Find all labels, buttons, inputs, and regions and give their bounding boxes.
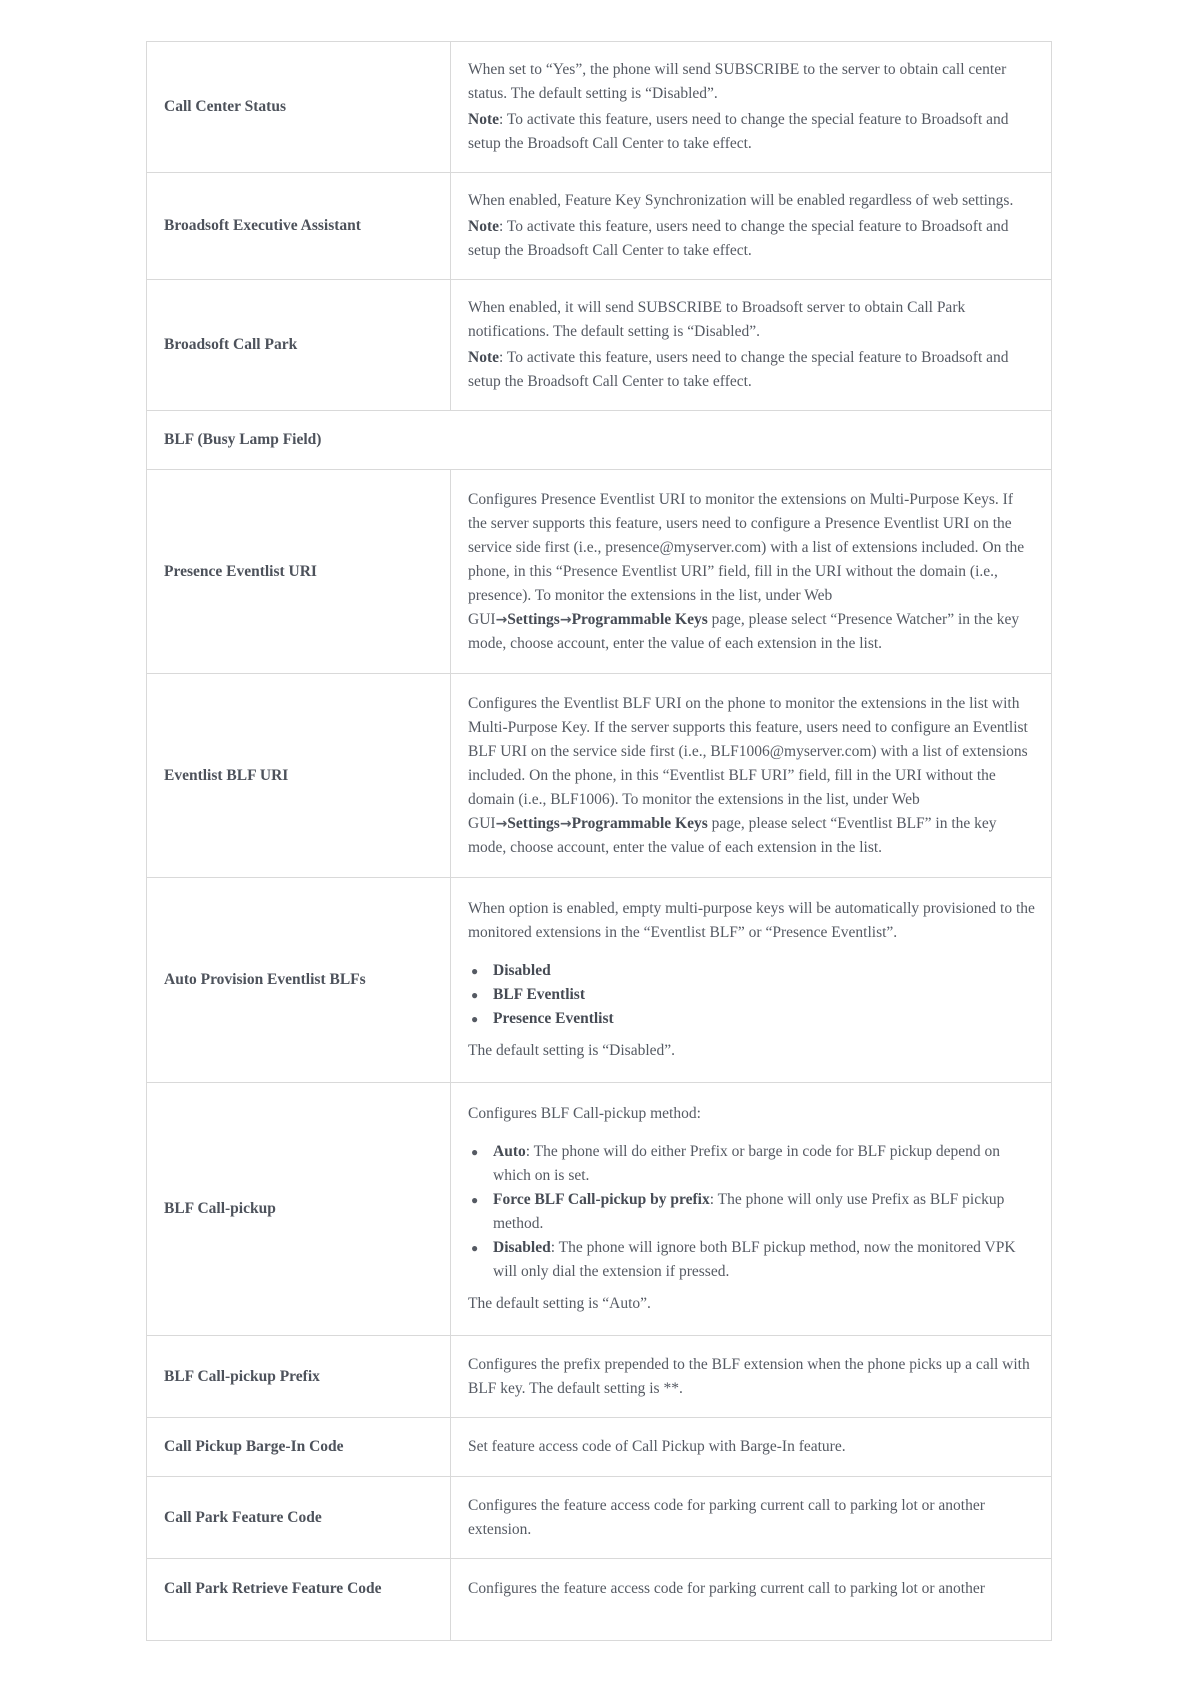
setting-description [451,1336,1052,1418]
arrow-right-icon: → [495,611,508,628]
option-label: Auto [493,1143,526,1160]
option-text: : The phone will only use Prefix as BLF pickup method. [493,1191,1005,1232]
description-text [468,488,1035,656]
setting-name: Presence Eventlist URI [147,470,451,674]
description-text: Configures BLF Call-pickup method: [468,1105,701,1122]
note-paragraph [468,215,1035,263]
table-row [147,42,1052,173]
option-label: BLF Eventlist [493,986,586,1003]
option-label: Disabled [493,962,551,979]
table-row [147,674,1052,878]
setting-name: Call Center Status [147,42,451,173]
setting-description [451,1477,1052,1559]
setting-description [451,280,1052,411]
setting-description [451,878,1052,1083]
setting-description [451,42,1052,173]
description-tail: page, please select “Presence Watcher” in the key mode, choose account, enter the value of each extension in the list. [468,610,1020,652]
setting-name: Call Park Feature Code [147,1477,451,1559]
menu-path-programmable-keys: Programmable Keys [571,610,708,628]
arrow-right-icon: → [559,611,572,628]
setting-name: Call Park Retrieve Feature Code [147,1559,451,1641]
settings-page [146,41,1052,1641]
table-row [147,1559,1052,1641]
setting-name: Eventlist BLF URI [147,674,451,878]
table-row [147,1418,1052,1477]
options-list [468,959,1035,1031]
setting-description [451,470,1052,674]
description-text: When option is enabled, empty multi-purpose keys will be automatically provisioned to the monitored extensions in the “Eventlist BLF” or “Presence Eventlist”. [468,900,1035,941]
menu-path-settings: Settings [507,814,560,832]
table-row [147,1336,1052,1418]
setting-name: Auto Provision Eventlist BLFs [147,878,451,1083]
description-lead: Configures Presence Eventlist URI to monitor the extensions on Multi-Purpose Keys. If the server supports this feature, users need to configure a Presence Eventlist URI on the service side first (i.e., presence@myserver.com) with a list of extensions included. On the phone, in this “Presence Eventlist URI” field, fill in the URI without the domain (i.e., presence). To monitor the extensions in the list, under Web GUI [468,490,1025,628]
list-item [468,1007,1035,1031]
option-text: : The phone will do either Prefix or barge in code for BLF pickup depend on which on is set. [493,1143,1000,1184]
description-text: Configures the feature access code for parking current call to parking lot or another extension. [468,1496,985,1538]
option-label: Presence Eventlist [493,1010,614,1027]
note-label: Note [468,111,499,128]
setting-description [451,1418,1052,1477]
table-row [147,1477,1052,1559]
default-text: The default setting is “Auto”. [468,1295,651,1312]
description-text: Set feature access code of Call Pickup with Barge-In feature. [468,1438,846,1455]
description-tail: page, please select “Eventlist BLF” in the key mode, choose account, enter the value of each extension in the list. [468,814,997,856]
description-lead: Configures the Eventlist BLF URI on the phone to monitor the extensions in the list with Multi-Purpose Key. If the server supports this feature, users need to configure an Eventlist BLF URI on the service side first (i.e., BLF1006@myserver.com) with a list of extensions included. On the phone, in this “Eventlist BLF URI” field, fill in the URI without the domain (i.e., BLF1006). To monitor the extensions in the list, under Web GUI [468,694,1028,832]
list-item [468,1140,1035,1188]
list-item [468,1236,1035,1284]
description-text: When enabled, Feature Key Synchronization will be enabled regardless of web settings. [468,192,1014,209]
table-row [147,173,1052,280]
settings-table [146,41,1052,1641]
setting-description [451,1083,1052,1336]
option-text: : The phone will ignore both BLF pickup method, now the monitored VPK will only dial the extension if pressed. [493,1239,1016,1280]
note-paragraph [468,108,1035,156]
note-label: Note [468,218,499,235]
menu-path-programmable-keys: Programmable Keys [571,814,708,832]
note-text: : To activate this feature, users need to change the special feature to Broadsoft and setup the Broadsoft Call Center to take effect. [468,218,1009,259]
note-label: Note [468,349,499,366]
table-row [147,280,1052,411]
table-row [147,878,1052,1083]
note-text: : To activate this feature, users need to change the special feature to Broadsoft and setup the Broadsoft Call Center to take effect. [468,111,1009,152]
options-list [468,1140,1035,1284]
setting-name: Broadsoft Call Park [147,280,451,411]
setting-description [451,674,1052,878]
description-text: When enabled, it will send SUBSCRIBE to Broadsoft server to obtain Call Park notifications. The default setting is “Disabled”. [468,299,966,340]
table-row [147,470,1052,674]
setting-name: BLF Call-pickup Prefix [147,1336,451,1418]
menu-path-settings: Settings [507,610,560,628]
description-text: Configures the prefix prepended to the BLF extension when the phone picks up a call with BLF key. The default setting is **. [468,1355,1030,1397]
option-label: Force BLF Call-pickup by prefix [493,1191,710,1208]
list-item [468,1188,1035,1236]
description-text: When set to “Yes”, the phone will send SUBSCRIBE to the server to obtain call center status. The default setting is “Disabled”. [468,61,1007,102]
description-text: Configures the feature access code for parking current call to parking lot or another [468,1580,985,1597]
list-item [468,983,1035,1007]
setting-name: Broadsoft Executive Assistant [147,173,451,280]
section-row [147,411,1052,470]
note-text: : To activate this feature, users need to change the special feature to Broadsoft and setup the Broadsoft Call Center to take effect. [468,349,1009,390]
list-item [468,959,1035,983]
arrow-right-icon: → [495,815,508,832]
option-label: Disabled [493,1239,551,1256]
table-row [147,1083,1052,1336]
section-heading: BLF (Busy Lamp Field) [147,411,1052,470]
setting-description [451,173,1052,280]
default-text: The default setting is “Disabled”. [468,1042,676,1059]
setting-name: BLF Call-pickup [147,1083,451,1336]
setting-description [451,1559,1052,1641]
setting-name: Call Pickup Barge-In Code [147,1418,451,1477]
description-text [468,692,1035,860]
note-paragraph [468,346,1035,394]
arrow-right-icon: → [559,815,572,832]
